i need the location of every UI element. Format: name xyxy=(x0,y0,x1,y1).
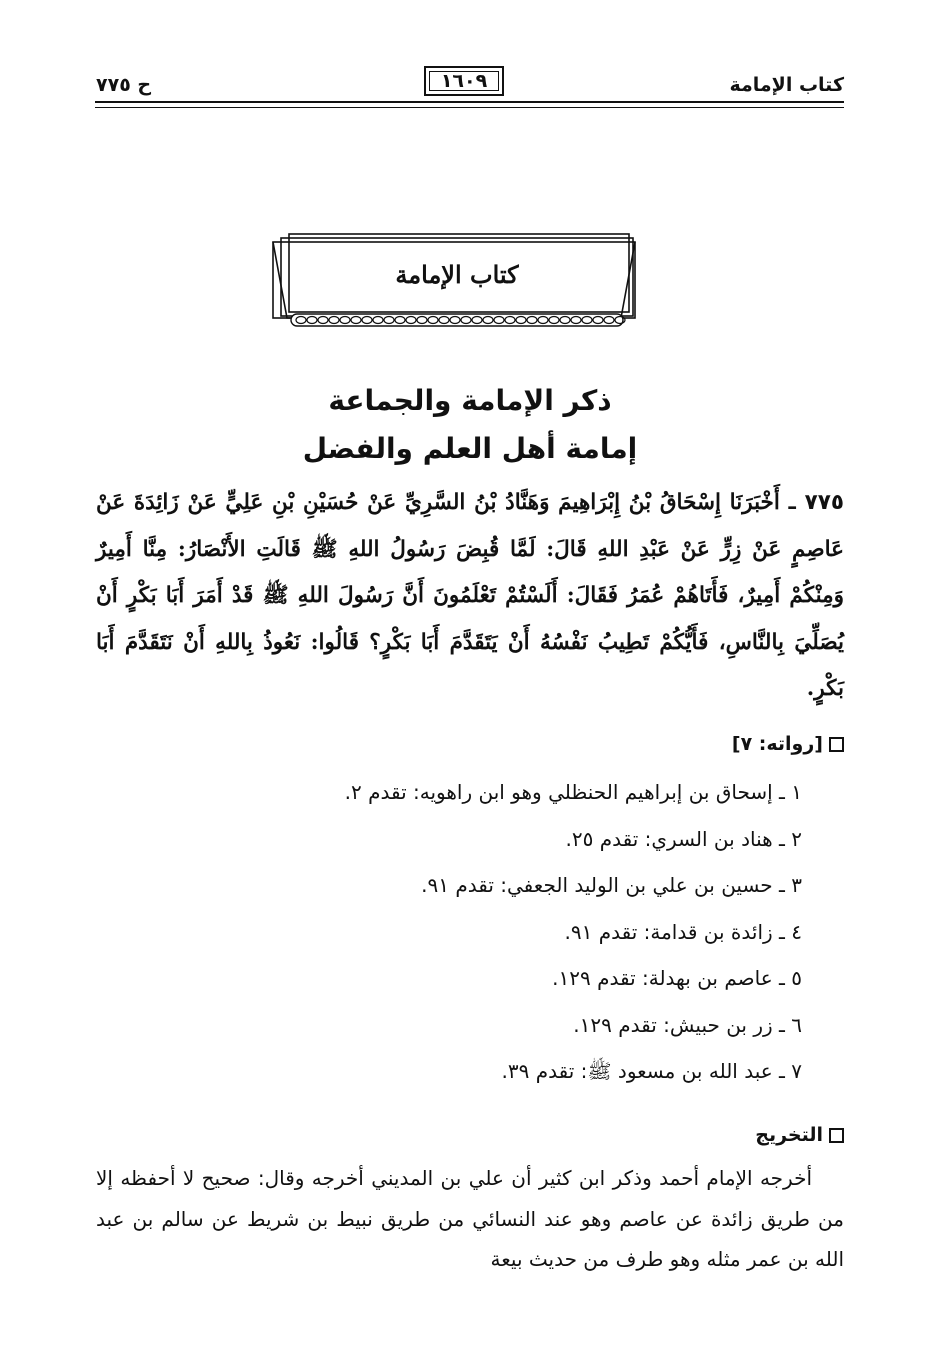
narrators-list xyxy=(162,772,802,1098)
list-item: ٣ ـ حسين بن علي بن الوليد الجعفي: تقدم ٩١. xyxy=(421,873,802,897)
narrators-label: [رواته: ٧] xyxy=(731,733,823,755)
plaque-title: كتاب الإمامة xyxy=(395,260,519,289)
running-header-hadith-ref: ح ٧٧٥ xyxy=(96,74,152,96)
takhrij-section-label xyxy=(755,1124,844,1146)
section-heading: إمامة أهل العلم والفضل xyxy=(302,432,638,465)
list-item: ٧ ـ عبد الله بن مسعود ﷺ: تقدم ٣٩. xyxy=(501,1059,802,1083)
header-rule-thick xyxy=(95,101,844,103)
narrators-section-label xyxy=(732,733,844,755)
list-item: ٤ ـ زائدة بن قدامة: تقدم ٩١. xyxy=(564,919,802,944)
page-number-box xyxy=(424,66,504,96)
list-item: ٥ ـ عاصم بن بهدلة: تقدم ١٢٩. xyxy=(552,966,802,990)
book-title-plaque xyxy=(267,232,647,330)
hadith-text xyxy=(96,480,844,713)
square-bullet-icon xyxy=(829,1128,844,1143)
page-number: ١٦٠٩ xyxy=(440,70,488,92)
hadith-body: أَخْبَرَنَا إِسْحَاقُ بْنُ إِبْرَاهِيمَ وَهَنَّادُ بْنُ السَّرِيِّ عَنْ حُسَيْنِ بْنِ عَلِيٍّ عَنْ زَائِدَةَ عَنْ عَاصِمٍ عَنْ زِرٍّ عَنْ عَبْدِ اللهِ قَالَ: لَمَّا قُبِضَ رَسُولُ اللهِ ﷺ قَالَتِ الأَنْصَارُ: مِنَّا أَمِيرٌ وَمِنْكُمْ أَمِيرٌ، فَأَتَاهُمْ عُمَرُ فَقَالَ: أَلَسْتُمْ تَعْلَمُونَ أَنَّ رَسُولَ اللهِ ﷺ قَدْ أَمَرَ أَبَا بَكْرٍ أَنْ يُصَلِّيَ بِالنَّاسِ، فَأَيُّكُمْ تَطِيبُ نَفْسُهُ أَنْ يَتَقَدَّمَ أَبَا بَكْرٍ؟ قَالُوا: نَعُوذُ بِاللهِ أَنْ نَتَقَدَّمَ أَبَا بَكْرٍ. xyxy=(96,490,844,701)
list-item: ٢ ـ هناد بن السري: تقدم ٢٥. xyxy=(565,826,802,851)
takhrij-text: أخرجه الإمام أحمد وذكر ابن كثير أن علي بن المديني أخرجه وقال: صحيح لا أحفظه إلا من طريق زائدة عن عاصم وهو عند النسائي من طريق نبيط بن شريط عن سالم بن عبد الله بن عمر مثله وهو طرف من حديث بيعة xyxy=(96,1166,844,1271)
running-header-book-title: كتاب الإمامة xyxy=(729,74,844,96)
square-bullet-icon xyxy=(829,737,844,752)
takhrij-label: التخريج xyxy=(755,1124,823,1146)
list-item: ٦ ـ زر بن حبيش: تقدم ١٢٩. xyxy=(573,1012,802,1037)
hadith-number: ٧٧٥ ـ xyxy=(788,490,844,515)
header-rule-thin xyxy=(95,107,844,108)
chapter-heading: ذكر الإمامة والجماعة xyxy=(328,384,612,417)
list-item: ١ ـ إسحاق بن إبراهيم الحنظلي وهو ابن راهويه: تقدم ٢. xyxy=(344,780,802,804)
